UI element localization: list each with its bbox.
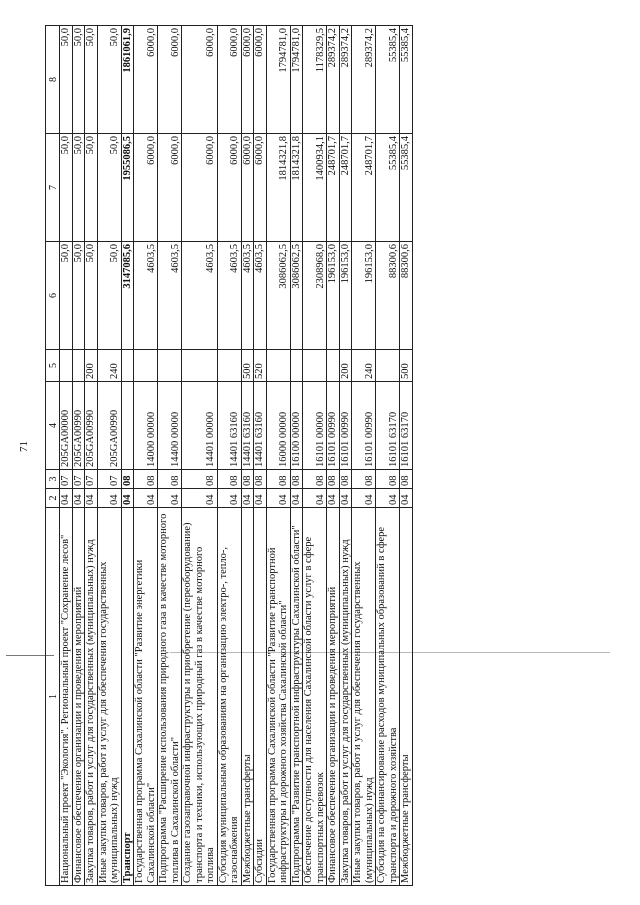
- amount-col8-cell: 1794781,0: [290, 26, 303, 134]
- name-cell: Финансовое обеспечение организации и проведения мероприятий: [72, 508, 85, 886]
- expense-type-cell: [134, 350, 158, 382]
- target-article-cell: 16101 00990: [352, 382, 376, 470]
- amount-col7-cell: 1814321,8: [266, 134, 290, 242]
- subsection-cell: 08: [121, 470, 134, 489]
- amount-col8-cell: 50,0: [60, 26, 73, 134]
- subsection-cell: 08: [290, 470, 303, 489]
- expense-type-cell: 500: [241, 350, 254, 382]
- table-row: [376, 26, 400, 886]
- expense-type-cell: 240: [97, 350, 121, 382]
- subsection-cell: 08: [241, 470, 254, 489]
- amount-col6-cell: 4603,5: [134, 242, 158, 350]
- amount-col8-cell: 1861061,9: [121, 26, 134, 134]
- amount-col7-cell: 50,0: [85, 134, 98, 242]
- subsection-cell: 08: [134, 470, 158, 489]
- table-row: [121, 26, 134, 886]
- section-cell: 04: [376, 489, 400, 508]
- amount-col7-cell: 55385,4: [376, 134, 400, 242]
- amount-col8-cell: 55385,4: [400, 26, 413, 134]
- subsection-cell: 08: [339, 470, 352, 489]
- subsection-cell: 08: [217, 470, 241, 489]
- expense-type-cell: 240: [352, 350, 376, 382]
- section-cell: 04: [158, 489, 182, 508]
- table-row: [97, 26, 121, 886]
- amount-col6-cell: 50,0: [60, 242, 73, 350]
- expense-type-cell: 500: [400, 350, 413, 382]
- section-cell: 04: [290, 489, 303, 508]
- target-article-cell: 16100 00000: [290, 382, 303, 470]
- header-cell: 4: [46, 382, 60, 470]
- target-article-cell: 16101 00990: [327, 382, 340, 470]
- target-article-cell: 205GA00990: [97, 382, 121, 470]
- amount-col6-cell: 4603,5: [254, 242, 267, 350]
- header-cell: 7: [46, 134, 60, 242]
- subsection-cell: 07: [97, 470, 121, 489]
- table-row: [352, 26, 376, 886]
- expense-type-cell: [72, 350, 85, 382]
- amount-col6-cell: 50,0: [85, 242, 98, 350]
- subsection-cell: 08: [158, 470, 182, 489]
- amount-col7-cell: 248701,7: [327, 134, 340, 242]
- table-row: [290, 26, 303, 886]
- name-cell: Финансовое обеспечение организации и проведения мероприятий: [327, 508, 340, 886]
- table-header: [46, 26, 60, 886]
- amount-col8-cell: 1178329,5: [303, 26, 327, 134]
- table-body: [60, 26, 413, 886]
- section-cell: 04: [400, 489, 413, 508]
- amount-col6-cell: 4603,5: [158, 242, 182, 350]
- target-article-cell: 205GA00990: [85, 382, 98, 470]
- expense-type-cell: [303, 350, 327, 382]
- amount-col8-cell: 50,0: [85, 26, 98, 134]
- header-cell: 2: [46, 489, 60, 508]
- expense-type-cell: 520: [254, 350, 267, 382]
- subsection-cell: 07: [60, 470, 73, 489]
- amount-col8-cell: 6000,0: [241, 26, 254, 134]
- section-cell: 04: [97, 489, 121, 508]
- subsection-cell: 08: [254, 470, 267, 489]
- table-row: [217, 26, 241, 886]
- amount-col6-cell: 4603,5: [217, 242, 241, 350]
- subsection-cell: 08: [376, 470, 400, 489]
- target-article-cell: 16000 00000: [266, 382, 290, 470]
- subsection-cell: 08: [400, 470, 413, 489]
- name-cell: Создание газозаправочной инфраструктуры и приобретение (переоборудование) транспорта и техники, использующих природный газ в качестве моторного топлива: [182, 508, 218, 886]
- page-number: 71: [18, 441, 30, 452]
- section-cell: 04: [60, 489, 73, 508]
- target-article-cell: 16101 00000: [303, 382, 327, 470]
- subsection-cell: 08: [352, 470, 376, 489]
- amount-col7-cell: 248701,7: [339, 134, 352, 242]
- amount-col8-cell: 289374,2: [327, 26, 340, 134]
- amount-col6-cell: 196153,0: [352, 242, 376, 350]
- amount-col8-cell: 6000,0: [182, 26, 218, 134]
- table-row: [266, 26, 290, 886]
- expense-type-cell: [290, 350, 303, 382]
- target-article-cell: 14401 63160: [241, 382, 254, 470]
- section-cell: 04: [327, 489, 340, 508]
- expense-type-cell: [376, 350, 400, 382]
- table-row: [254, 26, 267, 886]
- target-article-cell: [121, 382, 134, 470]
- expense-type-cell: [266, 350, 290, 382]
- amount-col8-cell: 6000,0: [134, 26, 158, 134]
- expense-type-cell: [182, 350, 218, 382]
- amount-col8-cell: 50,0: [72, 26, 85, 134]
- target-article-cell: 16101 00990: [339, 382, 352, 470]
- amount-col8-cell: 6000,0: [254, 26, 267, 134]
- name-cell: Транспорт: [121, 508, 134, 886]
- name-cell: Обеспечение доступности для населения Сахалинской области услуг в сфере транспортных перевозок: [303, 508, 327, 886]
- table-row: [85, 26, 98, 886]
- target-article-cell: 16101 63170: [400, 382, 413, 470]
- amount-col7-cell: 1400934,1: [303, 134, 327, 242]
- amount-col7-cell: 6000,0: [158, 134, 182, 242]
- amount-col8-cell: 6000,0: [217, 26, 241, 134]
- amount-col7-cell: 6000,0: [217, 134, 241, 242]
- amount-col8-cell: 6000,0: [158, 26, 182, 134]
- amount-col7-cell: 6000,0: [182, 134, 218, 242]
- amount-col7-cell: 248701,7: [352, 134, 376, 242]
- header-cell: 8: [46, 26, 60, 134]
- expense-type-cell: [327, 350, 340, 382]
- amount-col8-cell: 1794781,0: [266, 26, 290, 134]
- target-article-cell: 14401 63160: [217, 382, 241, 470]
- amount-col6-cell: 3086062,5: [290, 242, 303, 350]
- name-cell: Государственная программа Сахалинской области "Развитие транспортной инфраструктуры и дорожного хозяйства Сахалинской области": [266, 508, 290, 886]
- table-row: [182, 26, 218, 886]
- subsection-cell: 08: [266, 470, 290, 489]
- amount-col7-cell: 6000,0: [134, 134, 158, 242]
- amount-col6-cell: 88300,6: [400, 242, 413, 350]
- name-cell: Субсидия муниципальным образованиям на организацию электро-, тепло-, газоснабжения: [217, 508, 241, 886]
- subsection-cell: 07: [85, 470, 98, 489]
- target-article-cell: 14000 00000: [134, 382, 158, 470]
- name-cell: Субсидия на софинансирование расходов муниципальных образований в сфере транспорта и дорожного хозяйства: [376, 508, 400, 886]
- budget-table: [45, 25, 413, 886]
- table-row: [339, 26, 352, 886]
- amount-col6-cell: 3147085,6: [121, 242, 134, 350]
- target-article-cell: 14400 00000: [158, 382, 182, 470]
- amount-col7-cell: 50,0: [97, 134, 121, 242]
- name-cell: Подпрограмма "Расширение использования природного газа в качестве моторного топлива в Сахалинской области": [158, 508, 182, 886]
- name-cell: Национальный проект "Экология". Региональный проект "Сохранение лесов": [60, 508, 73, 886]
- header-cell: 6: [46, 242, 60, 350]
- amount-col6-cell: 4603,5: [182, 242, 218, 350]
- section-cell: 04: [85, 489, 98, 508]
- amount-col6-cell: 4603,5: [241, 242, 254, 350]
- name-cell: Иные закупки товаров, работ и услуг для обеспечения государственных (муниципальных) нужд: [97, 508, 121, 886]
- amount-col8-cell: 50,0: [97, 26, 121, 134]
- name-cell: Межбюджетные трансферты: [400, 508, 413, 886]
- target-article-cell: 14401 63160: [254, 382, 267, 470]
- section-cell: 04: [121, 489, 134, 508]
- amount-col7-cell: 55385,4: [400, 134, 413, 242]
- subsection-cell: 07: [72, 470, 85, 489]
- amount-col6-cell: 88300,6: [376, 242, 400, 350]
- section-cell: 04: [339, 489, 352, 508]
- target-article-cell: 14401 00000: [182, 382, 218, 470]
- amount-col7-cell: 50,0: [60, 134, 73, 242]
- amount-col8-cell: 289374,2: [339, 26, 352, 134]
- target-article-cell: 16101 63170: [376, 382, 400, 470]
- table-row: [158, 26, 182, 886]
- amount-col6-cell: 196153,0: [339, 242, 352, 350]
- amount-col7-cell: 1814321,8: [290, 134, 303, 242]
- subsection-cell: 08: [327, 470, 340, 489]
- name-cell: Субсидии: [254, 508, 267, 886]
- name-cell: Закупка товаров, работ и услуг для государственных (муниципальных) нужд: [85, 508, 98, 886]
- table-row: [134, 26, 158, 886]
- table-row: [327, 26, 340, 886]
- name-cell: Государственная программа Сахалинской области "Развитие энергетики Сахалинской области": [134, 508, 158, 886]
- amount-col6-cell: 50,0: [97, 242, 121, 350]
- section-cell: 04: [266, 489, 290, 508]
- amount-col8-cell: 55385,4: [376, 26, 400, 134]
- amount-col6-cell: 3086062,5: [266, 242, 290, 350]
- expense-type-cell: 200: [85, 350, 98, 382]
- amount-col6-cell: 50,0: [72, 242, 85, 350]
- header-cell: 5: [46, 350, 60, 382]
- table-row: [60, 26, 73, 886]
- amount-col7-cell: 6000,0: [241, 134, 254, 242]
- subsection-cell: 08: [182, 470, 218, 489]
- table-row: [400, 26, 413, 886]
- section-cell: 04: [182, 489, 218, 508]
- section-cell: 04: [352, 489, 376, 508]
- table-row: [303, 26, 327, 886]
- section-cell: 04: [217, 489, 241, 508]
- name-cell: Межбюджетные трансферты: [241, 508, 254, 886]
- amount-col6-cell: 196153,0: [327, 242, 340, 350]
- header-cell: 1: [46, 508, 60, 886]
- expense-type-cell: [60, 350, 73, 382]
- amount-col7-cell: 6000,0: [254, 134, 267, 242]
- name-cell: Закупка товаров, работ и услуг для государственных (муниципальных) нужд: [339, 508, 352, 886]
- rotated-page: [45, 26, 615, 886]
- section-cell: 04: [254, 489, 267, 508]
- expense-type-cell: 200: [339, 350, 352, 382]
- amount-col7-cell: 50,0: [72, 134, 85, 242]
- section-cell: 04: [134, 489, 158, 508]
- amount-col6-cell: 2308968,0: [303, 242, 327, 350]
- target-article-cell: 205GA00000: [60, 382, 73, 470]
- name-cell: Иные закупки товаров, работ и услуг для обеспечения государственных (муниципальных) нужд: [352, 508, 376, 886]
- section-cell: 04: [241, 489, 254, 508]
- expense-type-cell: [158, 350, 182, 382]
- section-cell: 04: [303, 489, 327, 508]
- expense-type-cell: [121, 350, 134, 382]
- section-cell: 04: [72, 489, 85, 508]
- amount-col8-cell: 289374,2: [352, 26, 376, 134]
- table-row: [72, 26, 85, 886]
- name-cell: Подпрограмма "Развитие транспортной инфраструктуры Сахалинской области": [290, 508, 303, 886]
- subsection-cell: 08: [303, 470, 327, 489]
- amount-col7-cell: 1955086,5: [121, 134, 134, 242]
- table-row: [241, 26, 254, 886]
- expense-type-cell: [217, 350, 241, 382]
- header-cell: 3: [46, 470, 60, 489]
- target-article-cell: 205GA00990: [72, 382, 85, 470]
